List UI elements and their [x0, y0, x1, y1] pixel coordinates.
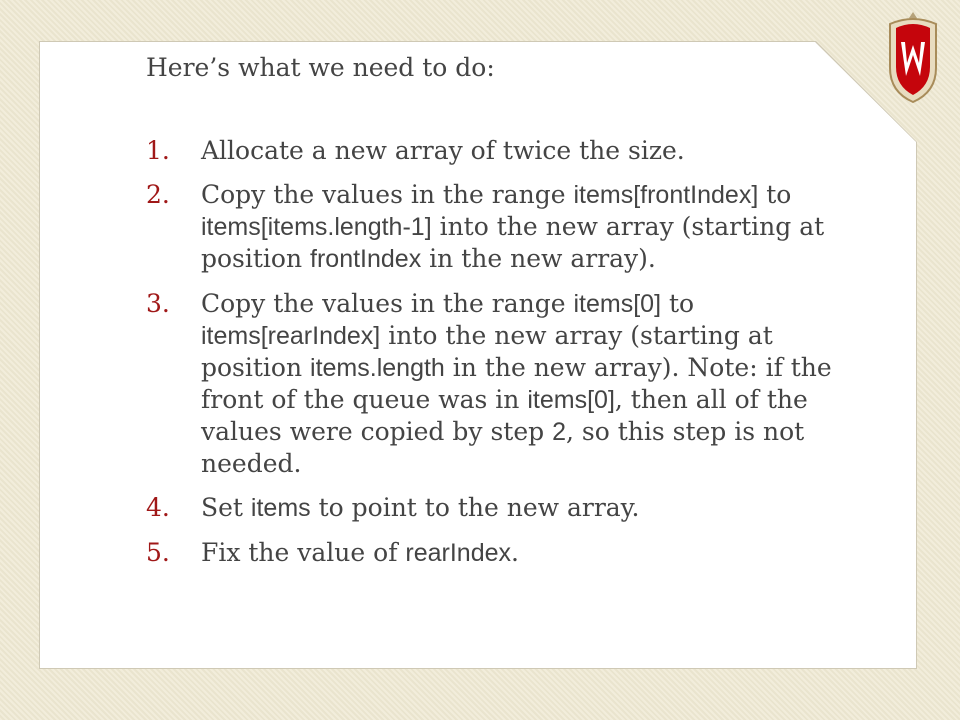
code-term: items[0]: [573, 290, 662, 318]
step-text-fragment: in the new array).: [421, 244, 656, 273]
step-text-fragment: Allocate a new array of twice the size.: [201, 136, 685, 165]
step-text-fragment: .: [511, 538, 519, 567]
step-item: [146, 492, 866, 524]
step-number: 4.: [146, 493, 170, 522]
steps-list: [146, 135, 866, 569]
code-term: items: [250, 494, 311, 522]
step-item: [146, 179, 866, 275]
code-term: 2: [552, 418, 566, 446]
intro-heading: Here’s what we need to do:: [146, 53, 495, 82]
step-text-fragment: to point to the new array.: [310, 493, 640, 522]
code-term: items[rearIndex]: [201, 322, 381, 350]
step-text: [201, 288, 866, 479]
step-text-fragment: , so this step is not needed.: [201, 417, 805, 478]
step-item: [146, 537, 866, 569]
step-text: [201, 492, 866, 524]
step-text-fragment: Fix the value of: [201, 538, 406, 567]
code-term: rearIndex: [405, 539, 512, 567]
step-text-fragment: to: [661, 289, 695, 318]
slide-content: [146, 52, 866, 582]
step-item: [146, 135, 866, 166]
step-text-fragment: , then all of the values were copied by step: [201, 385, 808, 446]
step-text: [201, 135, 866, 166]
code-term: items[frontIndex]: [573, 181, 759, 209]
step-text-fragment: Copy the values in the range: [201, 180, 574, 209]
step-number: 5.: [146, 538, 170, 567]
step-item: [146, 288, 866, 479]
step-text-fragment: into the new array (starting at position: [201, 212, 825, 273]
code-term: items[0]: [527, 386, 615, 414]
code-term: frontIndex: [310, 245, 422, 273]
code-term: items.length: [310, 354, 445, 382]
step-text-fragment: Copy the values in the range: [201, 289, 574, 318]
step-number: 2.: [146, 180, 170, 209]
code-term: items[items.length-1]: [201, 213, 432, 241]
step-number: 1.: [146, 136, 170, 165]
step-text-fragment: to: [758, 180, 792, 209]
step-text-fragment: into the new array (starting at position: [201, 321, 773, 382]
step-text-fragment: Set: [201, 493, 251, 522]
university-crest-icon: [884, 10, 942, 106]
step-text: [201, 537, 866, 569]
step-number: 3.: [146, 289, 170, 318]
step-text: [201, 179, 866, 275]
step-text-fragment: in the new array). Note: if the front of the queue was in: [201, 353, 832, 414]
